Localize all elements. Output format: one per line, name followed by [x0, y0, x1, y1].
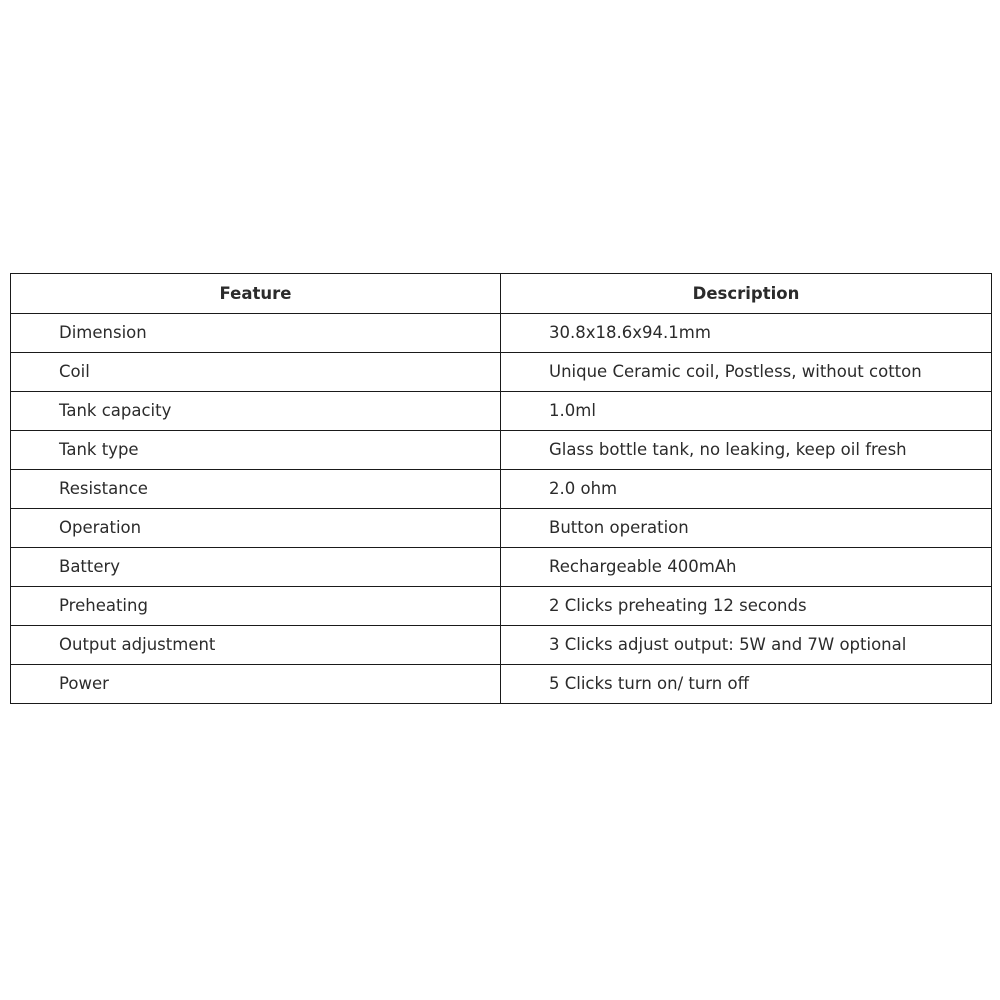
table-row	[11, 548, 992, 587]
header-row	[11, 274, 992, 314]
header-description: Description	[501, 274, 992, 314]
description-cell: 3 Clicks adjust output: 5W and 7W optional	[501, 626, 992, 665]
description-cell: 2.0 ohm	[501, 470, 992, 509]
table-row	[11, 626, 992, 665]
description-cell: Unique Ceramic coil, Postless, without cotton	[501, 353, 992, 392]
feature-cell: Tank type	[11, 431, 501, 470]
description-cell: Button operation	[501, 509, 992, 548]
feature-cell: Dimension	[11, 314, 501, 353]
description-cell: 30.8x18.6x94.1mm	[501, 314, 992, 353]
description-cell: 1.0ml	[501, 392, 992, 431]
feature-cell: Battery	[11, 548, 501, 587]
table-header	[11, 274, 992, 314]
feature-cell: Tank capacity	[11, 392, 501, 431]
table-row	[11, 470, 992, 509]
description-cell: Rechargeable 400mAh	[501, 548, 992, 587]
table-row	[11, 587, 992, 626]
table-row	[11, 431, 992, 470]
description-cell: 2 Clicks preheating 12 seconds	[501, 587, 992, 626]
table-row	[11, 353, 992, 392]
header-feature: Feature	[11, 274, 501, 314]
table-row	[11, 509, 992, 548]
table-row	[11, 392, 992, 431]
table-row	[11, 665, 992, 704]
feature-cell: Coil	[11, 353, 501, 392]
description-cell: 5 Clicks turn on/ turn off	[501, 665, 992, 704]
spec-table	[10, 273, 992, 704]
feature-cell: Resistance	[11, 470, 501, 509]
table-row	[11, 314, 992, 353]
feature-cell: Output adjustment	[11, 626, 501, 665]
table-body	[11, 314, 992, 704]
description-cell: Glass bottle tank, no leaking, keep oil fresh	[501, 431, 992, 470]
feature-cell: Operation	[11, 509, 501, 548]
feature-cell: Preheating	[11, 587, 501, 626]
feature-cell: Power	[11, 665, 501, 704]
